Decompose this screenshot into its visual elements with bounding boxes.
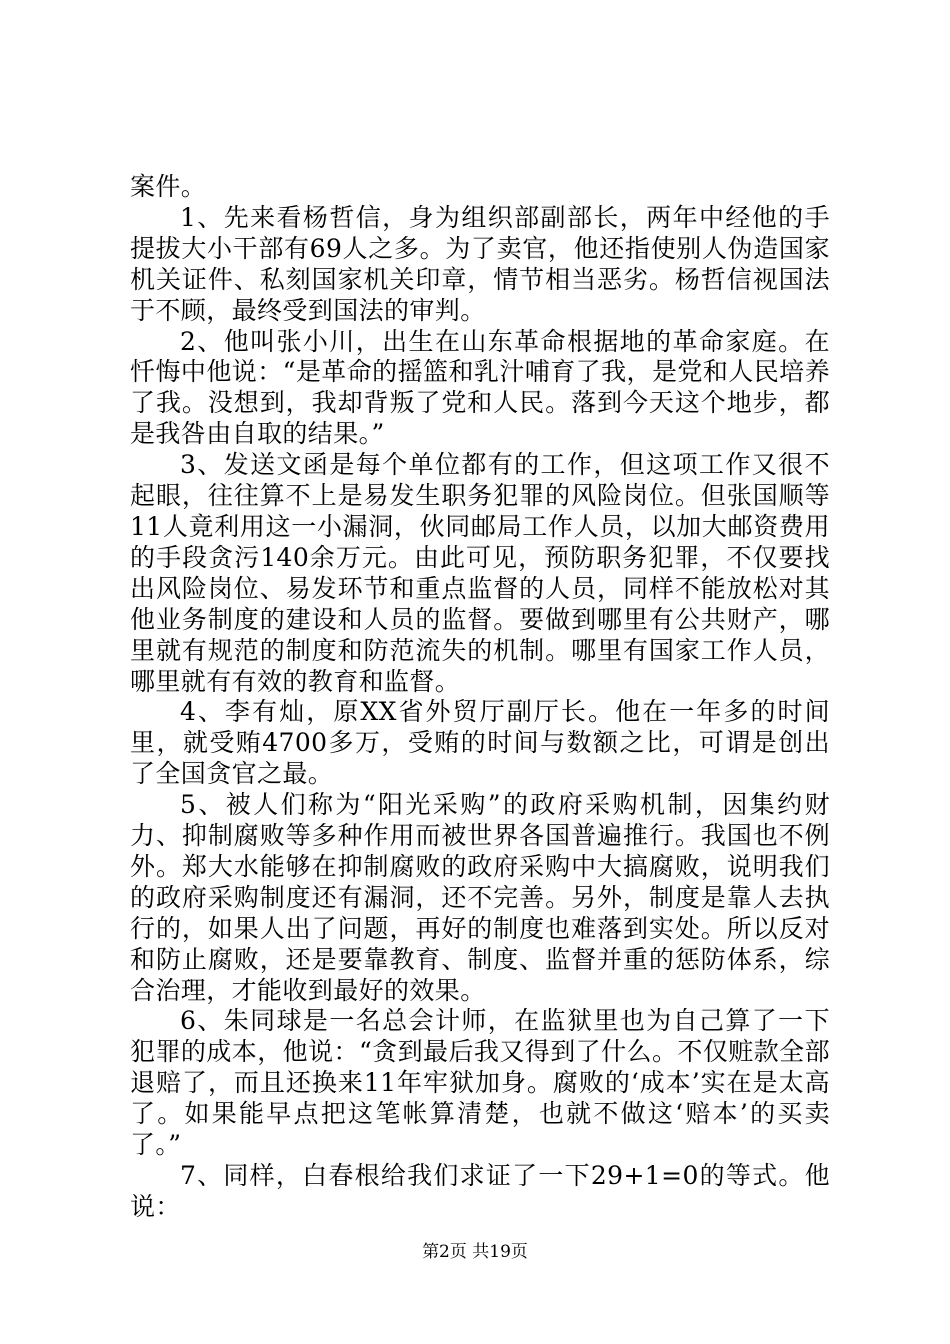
document-body bbox=[130, 172, 830, 1223]
paragraph-continuation: 案件。 bbox=[130, 172, 207, 201]
paragraph-item-6: 6、朱同球是一名总会计师，在监狱里也为自己算了一下犯罪的成本，他说：“贪到最后我又得到了什么。不仅赃款全部退赔了，而且还换来11年牢狱加身。腐败的‘成本’实在是太高了。如果能早点把这笔帐算清楚，也就不做这‘赔本’的买卖了。” bbox=[130, 1006, 830, 1160]
page-total: 共19页 bbox=[472, 1242, 528, 1262]
paragraph-item-4: 4、李有灿，原XX省外贸厅副厅长。他在一年多的时间里，就受贿4700多万，受贿的时间与数额之比，可谓是创出了全国贪官之最。 bbox=[130, 697, 830, 789]
paragraph-item-7: 7、同样，白春根给我们求证了一下29+1=0的等式。他说： bbox=[130, 1161, 830, 1221]
page-number: 第2页 bbox=[422, 1242, 467, 1262]
page-footer bbox=[0, 1241, 950, 1263]
paragraph-item-5: 5、被人们称为“阳光采购”的政府采购机制，因集约财力、抑制腐败等多种作用而被世界各国普遍推行。我国也不例外。郑大水能够在抑制腐败的政府采购中大搞腐败，说明我们的政府采购制度还有漏洞，还不完善。另外，制度是靠人去执行的，如果人出了问题，再好的制度也难落到实处。所以反对和防止腐败，还是要靠教育、制度、监督并重的惩防体系，综合治理，才能收到最好的效果。 bbox=[130, 790, 830, 1005]
paragraph-item-1: 1、先来看杨哲信，身为组织部副部长，两年中经他的手提拔大小干部有69人之多。为了卖官，他还指使别人伪造国家机关证件、私刻国家机关印章，情节相当恶劣。杨哲信视国法于不顾，最终受到国法的审判。 bbox=[130, 202, 830, 325]
paragraph-item-3: 3、发送文函是每个单位都有的工作，但这项工作又很不起眼，往往算不上是易发生职务犯罪的风险岗位。但张国顺等11人竟利用这一小漏洞，伙同邮局工作人员，以加大邮资费用的手段贪污140余万元。由此可见，预防职务犯罪，不仅要找出风险岗位、易发环节和重点监督的人员，同样不能放松对其他业务制度的建设和人员的监督。要做到哪里有公共财产，哪里就有规范的制度和防范流失的机制。哪里有国家工作人员，哪里就有有效的教育和监督。 bbox=[130, 450, 830, 696]
paragraph-item-2: 2、他叫张小川，出生在山东革命根据地的革命家庭。在忏悔中他说：“是革命的摇篮和乳汁哺育了我，是党和人民培养了我。没想到，我却背叛了党和人民。落到今天这个地步，都是我咎由自取的结果。” bbox=[130, 326, 830, 449]
